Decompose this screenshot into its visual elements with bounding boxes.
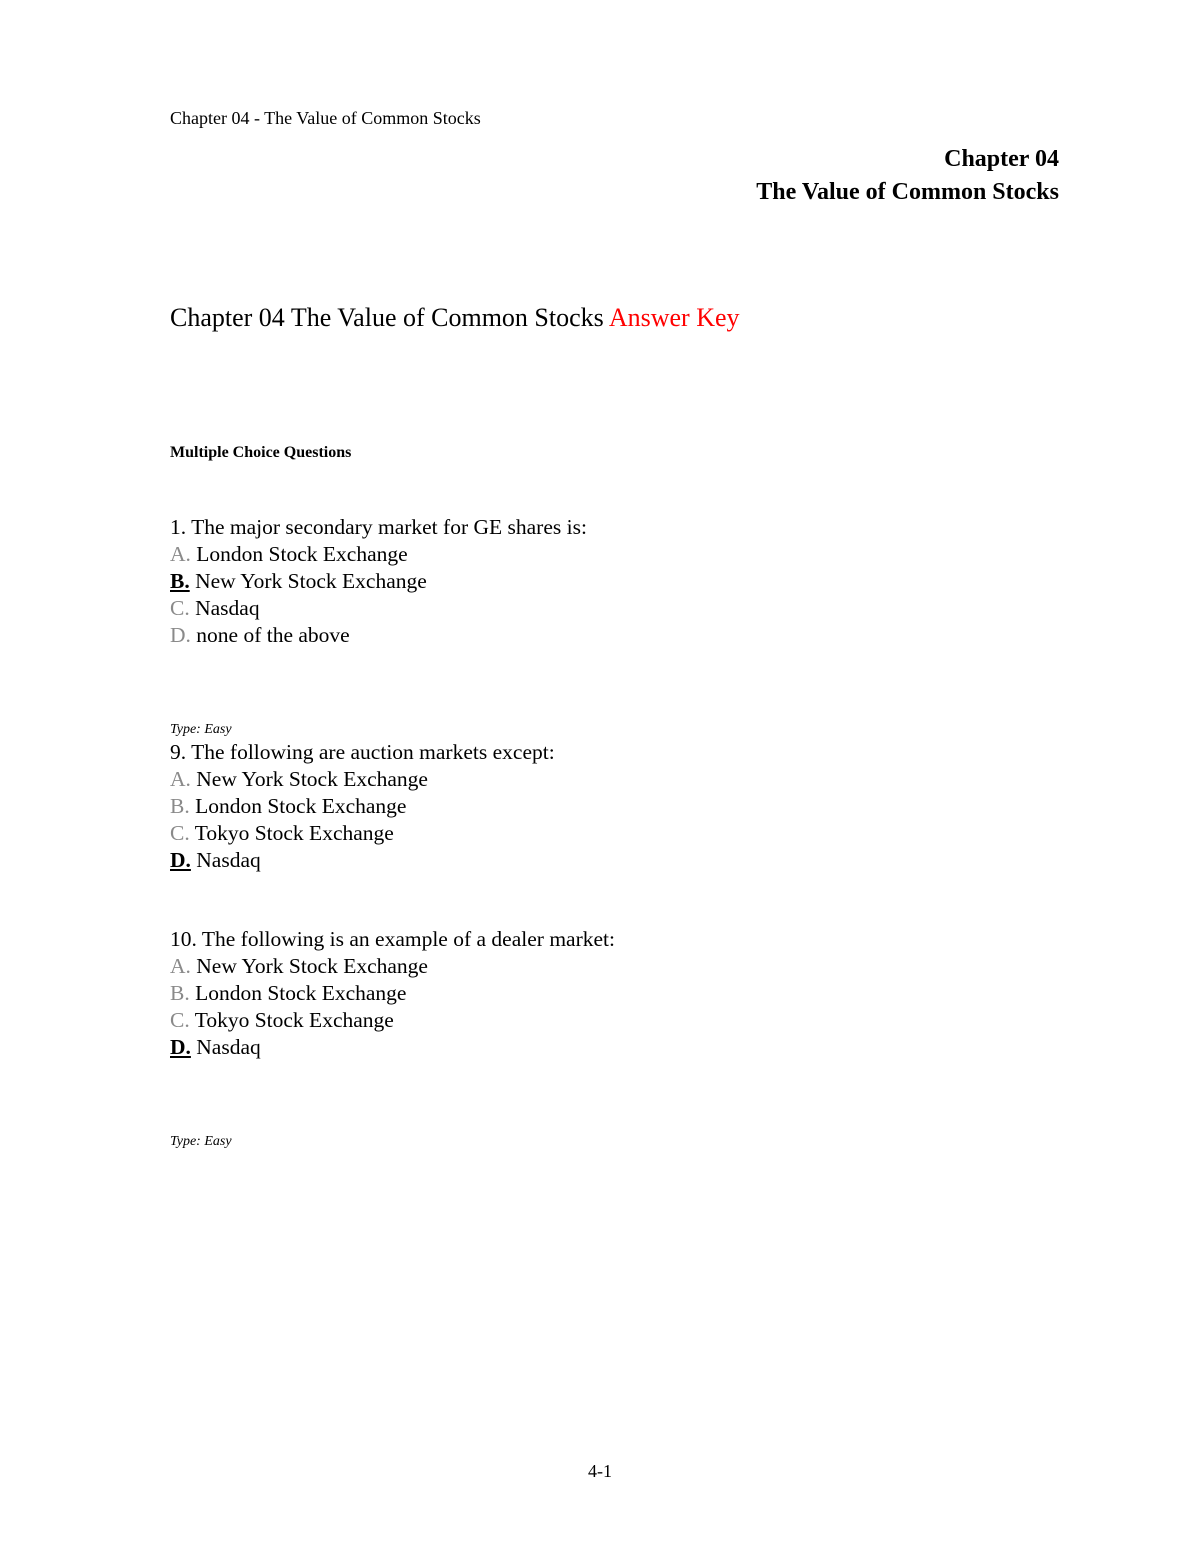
option-d-correct xyxy=(170,847,555,874)
running-header: Chapter 04 - The Value of Common Stocks xyxy=(170,108,481,128)
option-text: Tokyo Stock Exchange xyxy=(189,821,394,845)
option-text: Nasdaq xyxy=(190,848,261,872)
answer-key-title xyxy=(170,303,740,333)
question-stem: 9. The following are auction markets except: xyxy=(170,740,555,764)
chapter-title-block xyxy=(756,143,1059,209)
option-b xyxy=(170,793,555,820)
question-1 xyxy=(170,514,587,649)
option-letter: A. xyxy=(170,767,191,791)
option-letter: C. xyxy=(170,1008,190,1032)
option-letter: B. xyxy=(170,569,190,593)
option-text: none of the above xyxy=(190,623,350,647)
option-b xyxy=(170,980,615,1007)
option-letter: D. xyxy=(170,848,191,872)
option-text: London Stock Exchange xyxy=(189,981,407,1005)
option-c xyxy=(170,820,555,847)
option-text: Nasdaq xyxy=(190,1035,261,1059)
difficulty-type-label: Type: Easy xyxy=(170,1134,232,1149)
answer-key-title-main: Chapter 04 The Value of Common Stocks xyxy=(170,303,609,332)
option-c xyxy=(170,595,587,622)
option-d-correct xyxy=(170,1034,615,1061)
option-letter: A. xyxy=(170,954,191,978)
difficulty-type-label: Type: Easy xyxy=(170,722,232,737)
question-9 xyxy=(170,739,555,874)
option-c xyxy=(170,1007,615,1034)
chapter-title: The Value of Common Stocks xyxy=(756,179,1059,205)
option-a xyxy=(170,953,615,980)
option-a xyxy=(170,766,555,793)
option-text: Nasdaq xyxy=(189,596,260,620)
option-letter: D. xyxy=(170,1035,191,1059)
option-letter: B. xyxy=(170,981,190,1005)
option-letter: B. xyxy=(170,794,190,818)
option-text: New York Stock Exchange xyxy=(189,569,427,593)
answer-key-label: Answer Key xyxy=(608,303,740,332)
option-text: London Stock Exchange xyxy=(189,794,407,818)
option-d xyxy=(170,622,587,649)
section-heading: Multiple Choice Questions xyxy=(170,444,352,461)
option-text: New York Stock Exchange xyxy=(190,954,428,978)
question-10 xyxy=(170,926,615,1061)
question-stem: 1. The major secondary market for GE shares is: xyxy=(170,515,587,539)
option-letter: D. xyxy=(170,623,191,647)
page-number: 4-1 xyxy=(588,1461,612,1481)
option-b-correct xyxy=(170,568,587,595)
option-letter: C. xyxy=(170,596,190,620)
option-a xyxy=(170,541,587,568)
option-text: New York Stock Exchange xyxy=(190,767,428,791)
option-letter: A. xyxy=(170,542,191,566)
option-text: Tokyo Stock Exchange xyxy=(189,1008,394,1032)
option-text: London Stock Exchange xyxy=(190,542,408,566)
option-letter: C. xyxy=(170,821,190,845)
chapter-number: Chapter 04 xyxy=(944,146,1059,172)
question-stem: 10. The following is an example of a dealer market: xyxy=(170,927,615,951)
